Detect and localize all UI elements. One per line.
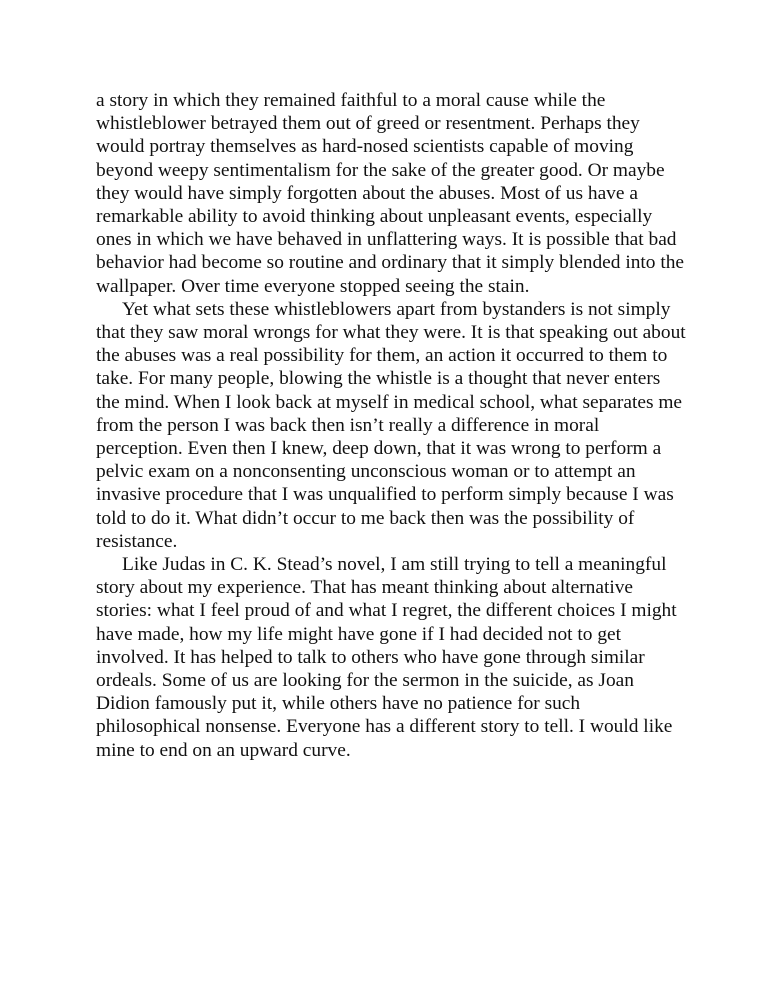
paragraph	[96, 298, 686, 553]
text-line: mine to end on an upward curve.	[96, 739, 351, 761]
text-line: told to do it. What didn’t occur to me back then was the possibility of	[96, 507, 635, 529]
text-line: ordeals. Some of us are looking for the sermon in the suicide, as Joan	[96, 670, 634, 692]
text-line: invasive procedure that I was unqualified to perform simply because I was	[96, 484, 674, 506]
text-line: resistance.	[96, 530, 178, 552]
text-line: perception. Even then I knew, deep down, that it was wrong to perform a	[96, 438, 662, 460]
text-line: that they saw moral wrongs for what they were. It is that speaking out about	[96, 322, 686, 344]
text-line: a story in which they remained faithful to a moral cause while the	[96, 90, 606, 111]
text-line: would portray themselves as hard-nosed scientists capable of moving	[96, 136, 634, 158]
text-line: beyond weepy sentimentalism for the sake of the greater good. Or maybe	[96, 159, 665, 181]
text-line: the abuses was a real possibility for them, an action it occurred to them to	[96, 345, 668, 367]
text-line: from the person I was back then isn’t really a difference in moral	[96, 414, 600, 436]
text-line: stories: what I feel proud of and what I regret, the different choices I might	[96, 600, 677, 622]
text-line: have made, how my life might have gone if I had decided not to get	[96, 623, 622, 645]
paragraph	[96, 553, 680, 762]
text-line: philosophical nonsense. Everyone has a different story to tell. I would like	[96, 716, 673, 738]
body-text	[96, 89, 686, 762]
text-line: Yet what sets these whistleblowers apart from bystanders is not simply	[122, 298, 671, 320]
text-line: Didion famously put it, while others have no patience for such	[96, 693, 581, 715]
text-line: wallpaper. Over time everyone stopped seeing the stain.	[96, 275, 530, 297]
text-line: involved. It has helped to talk to others who have gone through similar	[96, 646, 645, 668]
text-line: behavior had become so routine and ordinary that it simply blended into the	[96, 252, 685, 274]
text-line: ones in which we have behaved in unflattering ways. It is possible that bad	[96, 229, 677, 251]
paragraph	[96, 89, 685, 298]
text-line: Like Judas in C. K. Stead’s novel, I am still trying to tell a meaningful	[122, 554, 667, 576]
text-line: take. For many people, blowing the whistle is a thought that never enters	[96, 368, 661, 390]
text-line: story about my experience. That has meant thinking about alternative	[96, 577, 634, 599]
text-line: remarkable ability to avoid thinking about unpleasant events, especially	[96, 206, 653, 228]
text-line: pelvic exam on a nonconsenting unconscious woman or to attempt an	[96, 461, 636, 483]
text-line: they would have simply forgotten about the abuses. Most of us have a	[96, 182, 638, 204]
text-line: the mind. When I look back at myself in medical school, what separates me	[96, 391, 683, 413]
text-line: whistleblower betrayed them out of greed or resentment. Perhaps they	[96, 113, 640, 135]
